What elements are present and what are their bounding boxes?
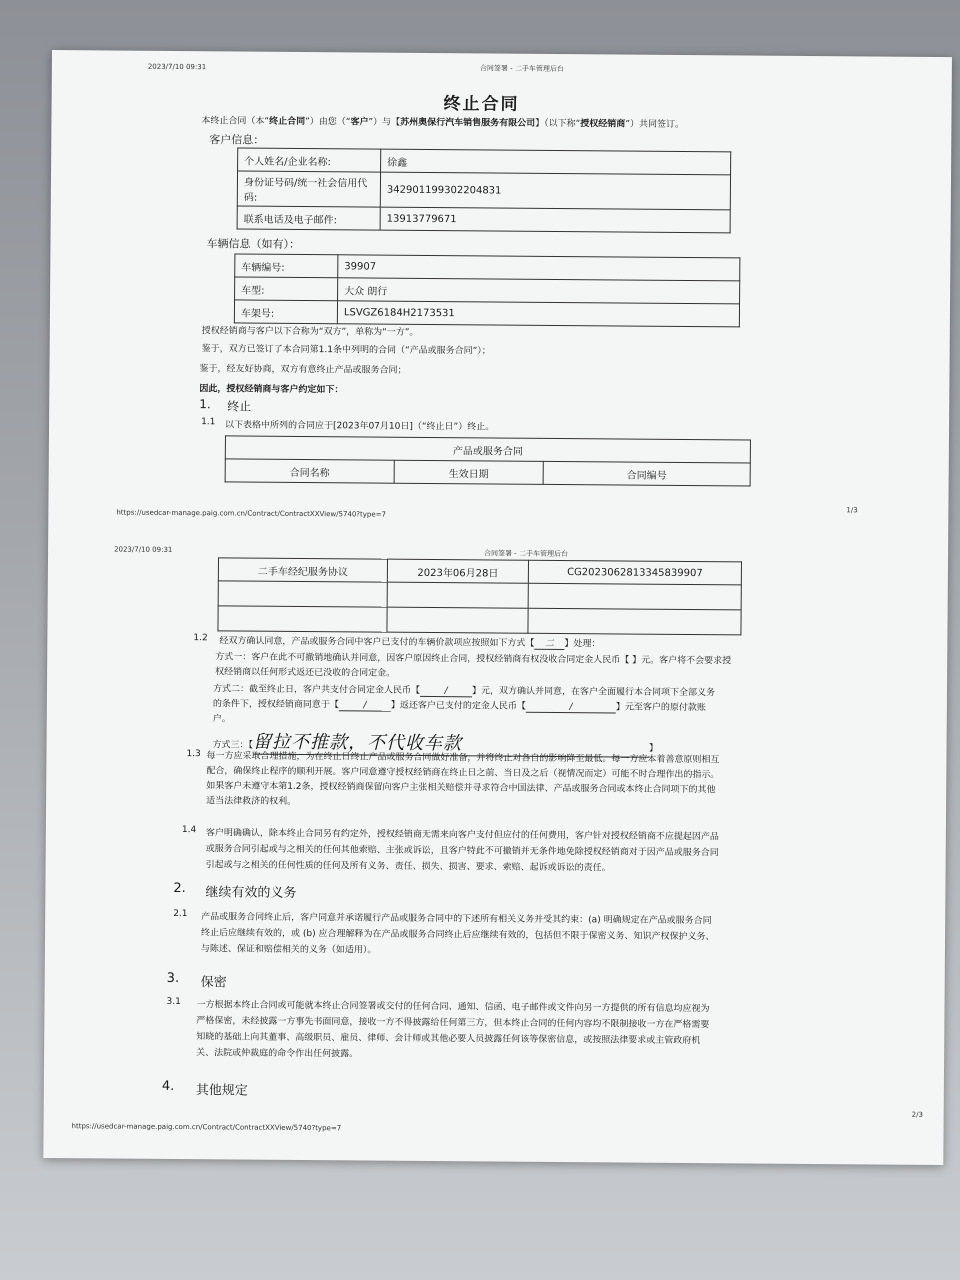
vehicle-heading: 车辆信息（如有）： [206, 237, 301, 251]
cell-value: LSVGZ6184H2173531 [337, 301, 739, 327]
section-3-number: 3. [166, 970, 180, 987]
contracts-table-continued [217, 557, 742, 635]
clause-1-3-number: 1.3 [186, 749, 201, 760]
cell-value: 徐鑫 [381, 149, 731, 175]
clause-1-3-text: 每一方应采取合理措施，为在终止日终止产品或服务合同做好准备，并将终止对各自的影响降至最低。每一方应本着善意原则相互 配合，确保终止程序的顺利开展。客户同意遵守授权经销商在终止日之前、当日及之后（视情况而定）可能不时合理作出的指示。 如果客户未遵守本第1.2条，授权经销商保留向客户主张相关赔偿并寻求符合中国法律、产品或服务合同或本终止合同项下的其他 适当法律救济的权利。 [206, 751, 720, 807]
clause-1-2-number: 1.2 [193, 633, 208, 644]
section-2-number: 2. [173, 880, 186, 897]
clause-3-1-text: 一方根据本终止合同或可能就本终止合同签署或交付的任何合同、通知、信函、电子邮件或文件向另一方提供的所有信息均应视为 严格保密，未经披露一方事先书面同意，接收一方不得披露给任何第三方，但本终止合同的任何内容均不限制接收一方在严格需要 知晓的基础上向其董事、高级职员、雇员、律师、会计师或其他必要人员披露任何该等保密信息，或按照法律要求或主管政府机 关、法院或仲裁庭的命令作出任何披露。 [196, 1000, 710, 1060]
footer-url: https://usedcar-manage.paig.com.cn/Contract/ContractXXView/5740?type=7 [71, 1122, 342, 1133]
col-header: 生效日期 [394, 460, 543, 484]
cell-contract-number: CG2023062813345839907 [528, 560, 741, 585]
way-2-line-a: 方式二：截至终止日，客户共支付合同定金人民币【 / 】元，双方确认并同意，在客户全面履行本合同项下全部义务 [212, 684, 716, 699]
way-1-line-b: 权经销商以任何形式返还已没收的合同定金。 [215, 667, 396, 679]
cell-value: 39907 [338, 255, 740, 281]
clause-1-2-line: 经双方确认同意，产品或服务合同中客户已支付的车辆价款项应按照如下方式【 二 】处理： [219, 636, 601, 650]
header-center: 合同签署 - 二手车管理后台 [479, 64, 564, 74]
table-row [218, 606, 741, 635]
cell-label: 联系电话及电子邮件: [237, 206, 380, 230]
cell-value: 大众 朗行 [338, 278, 740, 304]
whereas-1: 鉴于，双方已签订了本合同第1.1条中列明的合同（“产品或服务合同”）； [201, 344, 491, 357]
party-line: 授权经销商与客户以下合称为“双方”，单称为“一方”。 [201, 326, 419, 338]
table-row [234, 300, 739, 327]
cell-label: 车架号: [234, 300, 337, 324]
table-row [237, 206, 730, 233]
choice-handwriting: 二 [534, 636, 564, 650]
way-1-line-a: 方式一：客户在此不可撤销地确认并同意，因客户原因终止合同，授权经销商有权没收合同定金人民币【 】元。客户将不会要求授 [215, 652, 732, 667]
header-center: 合同签署 - 二手车管理后台 [484, 549, 569, 559]
header-datetime: 2023/7/10 09:31 [114, 545, 173, 554]
customer-heading: 客户信息： [209, 133, 265, 147]
page-title: 终止合同 [443, 94, 520, 115]
table-column-row [225, 459, 750, 486]
contract-paper [43, 50, 952, 1165]
page-number: 2/3 [911, 1110, 923, 1119]
cell-label: 身份证号码/统一社会信用代码: [237, 171, 380, 207]
way-2-line-b: 的条件下，授权经销商同意于【 / 】返还客户已支付的定金人民币【 / 】元至客户的原付款账 [212, 699, 706, 714]
table-row [237, 171, 730, 210]
clause-1-1-text: 以下表格中所列的合同应于[2023年07月10日]（“终止日”）终止。 [225, 420, 495, 433]
way-3-handwriting: 留拉不推款，不代收车款 [253, 728, 649, 758]
intro-line: 本终止合同（本“终止合同”）由您（“客户”）与【苏州奥保行汽车销售服务有限公司】（以下称“授权经销商”）共同签订。 [201, 116, 685, 130]
clause-2-1-number: 2.1 [173, 908, 188, 920]
clause-1-1-number: 1.1 [201, 417, 216, 428]
clause-1-4-text: 客户明确确认，除本终止合同另有约定外，授权经销商无需来向客户支付但应付的任何费用，客户针对授权经销商不应提起因产品 或服务合同引起或与之相关的任何其他索赔、主张或诉讼，且客户特此不可撤销并无条件地免除授权经销商对于因产品或服务合同 引起或与之相关的任何性质的任何及所有义务、责任、损失、损害、要求、索赔、起诉或诉讼的责任。 [205, 828, 719, 874]
section-1-title: 终止 [227, 399, 252, 414]
page-number: 1/3 [846, 506, 858, 515]
table-header: 产品或服务合同 [225, 436, 750, 463]
clause-1-4-number: 1.4 [181, 825, 197, 836]
cell-contract-name: 二手车经纪服务协议 [218, 558, 387, 582]
col-header: 合同编号 [543, 461, 750, 486]
clause-2-1-text: 产品或服务合同终止后，客户同意并承诺履行产品或服务合同中的下述所有相关义务并受其约束：(a) 明确规定在产品或服务合同 终止后应继续有效的，或 (b) 应合理解释为在产品或服务合同终止后应继续有效的，包括但不限于保密义务、知识产权保护义务、 与陈述、保证和赔偿相关的义务（如适用）。 [200, 912, 715, 956]
way-3-line: 方式三：【留拉不推款，不代收车款 】 [212, 727, 658, 757]
way-2-line-c: 户。 [212, 714, 231, 725]
col-header: 合同名称 [225, 459, 394, 483]
cell-label: 车型: [235, 277, 338, 301]
section-4-title: 其他规定 [195, 1083, 248, 1099]
therefore-line: 因此，授权经销商与客户约定如下： [199, 384, 344, 396]
cell-value: 13913779671 [380, 207, 730, 233]
section-3-title: 保密 [200, 975, 227, 991]
customer-table [237, 147, 732, 233]
clause-3-1-number: 3.1 [166, 996, 181, 1008]
section-2-title: 继续有效的义务 [205, 885, 297, 901]
cell-label: 个人姓名/企业名称: [238, 148, 381, 172]
section-1-number: 1. [199, 397, 211, 412]
footer-url: https://usedcar-manage.paig.com.cn/Contract/ContractXXView/5740?type=7 [116, 508, 387, 519]
whereas-2: 鉴于，经友好协商，双方有意终止产品或服务合同； [199, 364, 407, 376]
contracts-table [225, 435, 751, 486]
cell-label: 车辆编号: [235, 254, 338, 278]
cell-effective-date: 2023年06月28日 [387, 559, 528, 583]
vehicle-table [234, 253, 741, 327]
cell-value: 342901199302204831 [380, 172, 730, 210]
section-4-number: 4. [161, 1078, 175, 1094]
header-datetime: 2023/7/10 09:31 [147, 62, 207, 72]
